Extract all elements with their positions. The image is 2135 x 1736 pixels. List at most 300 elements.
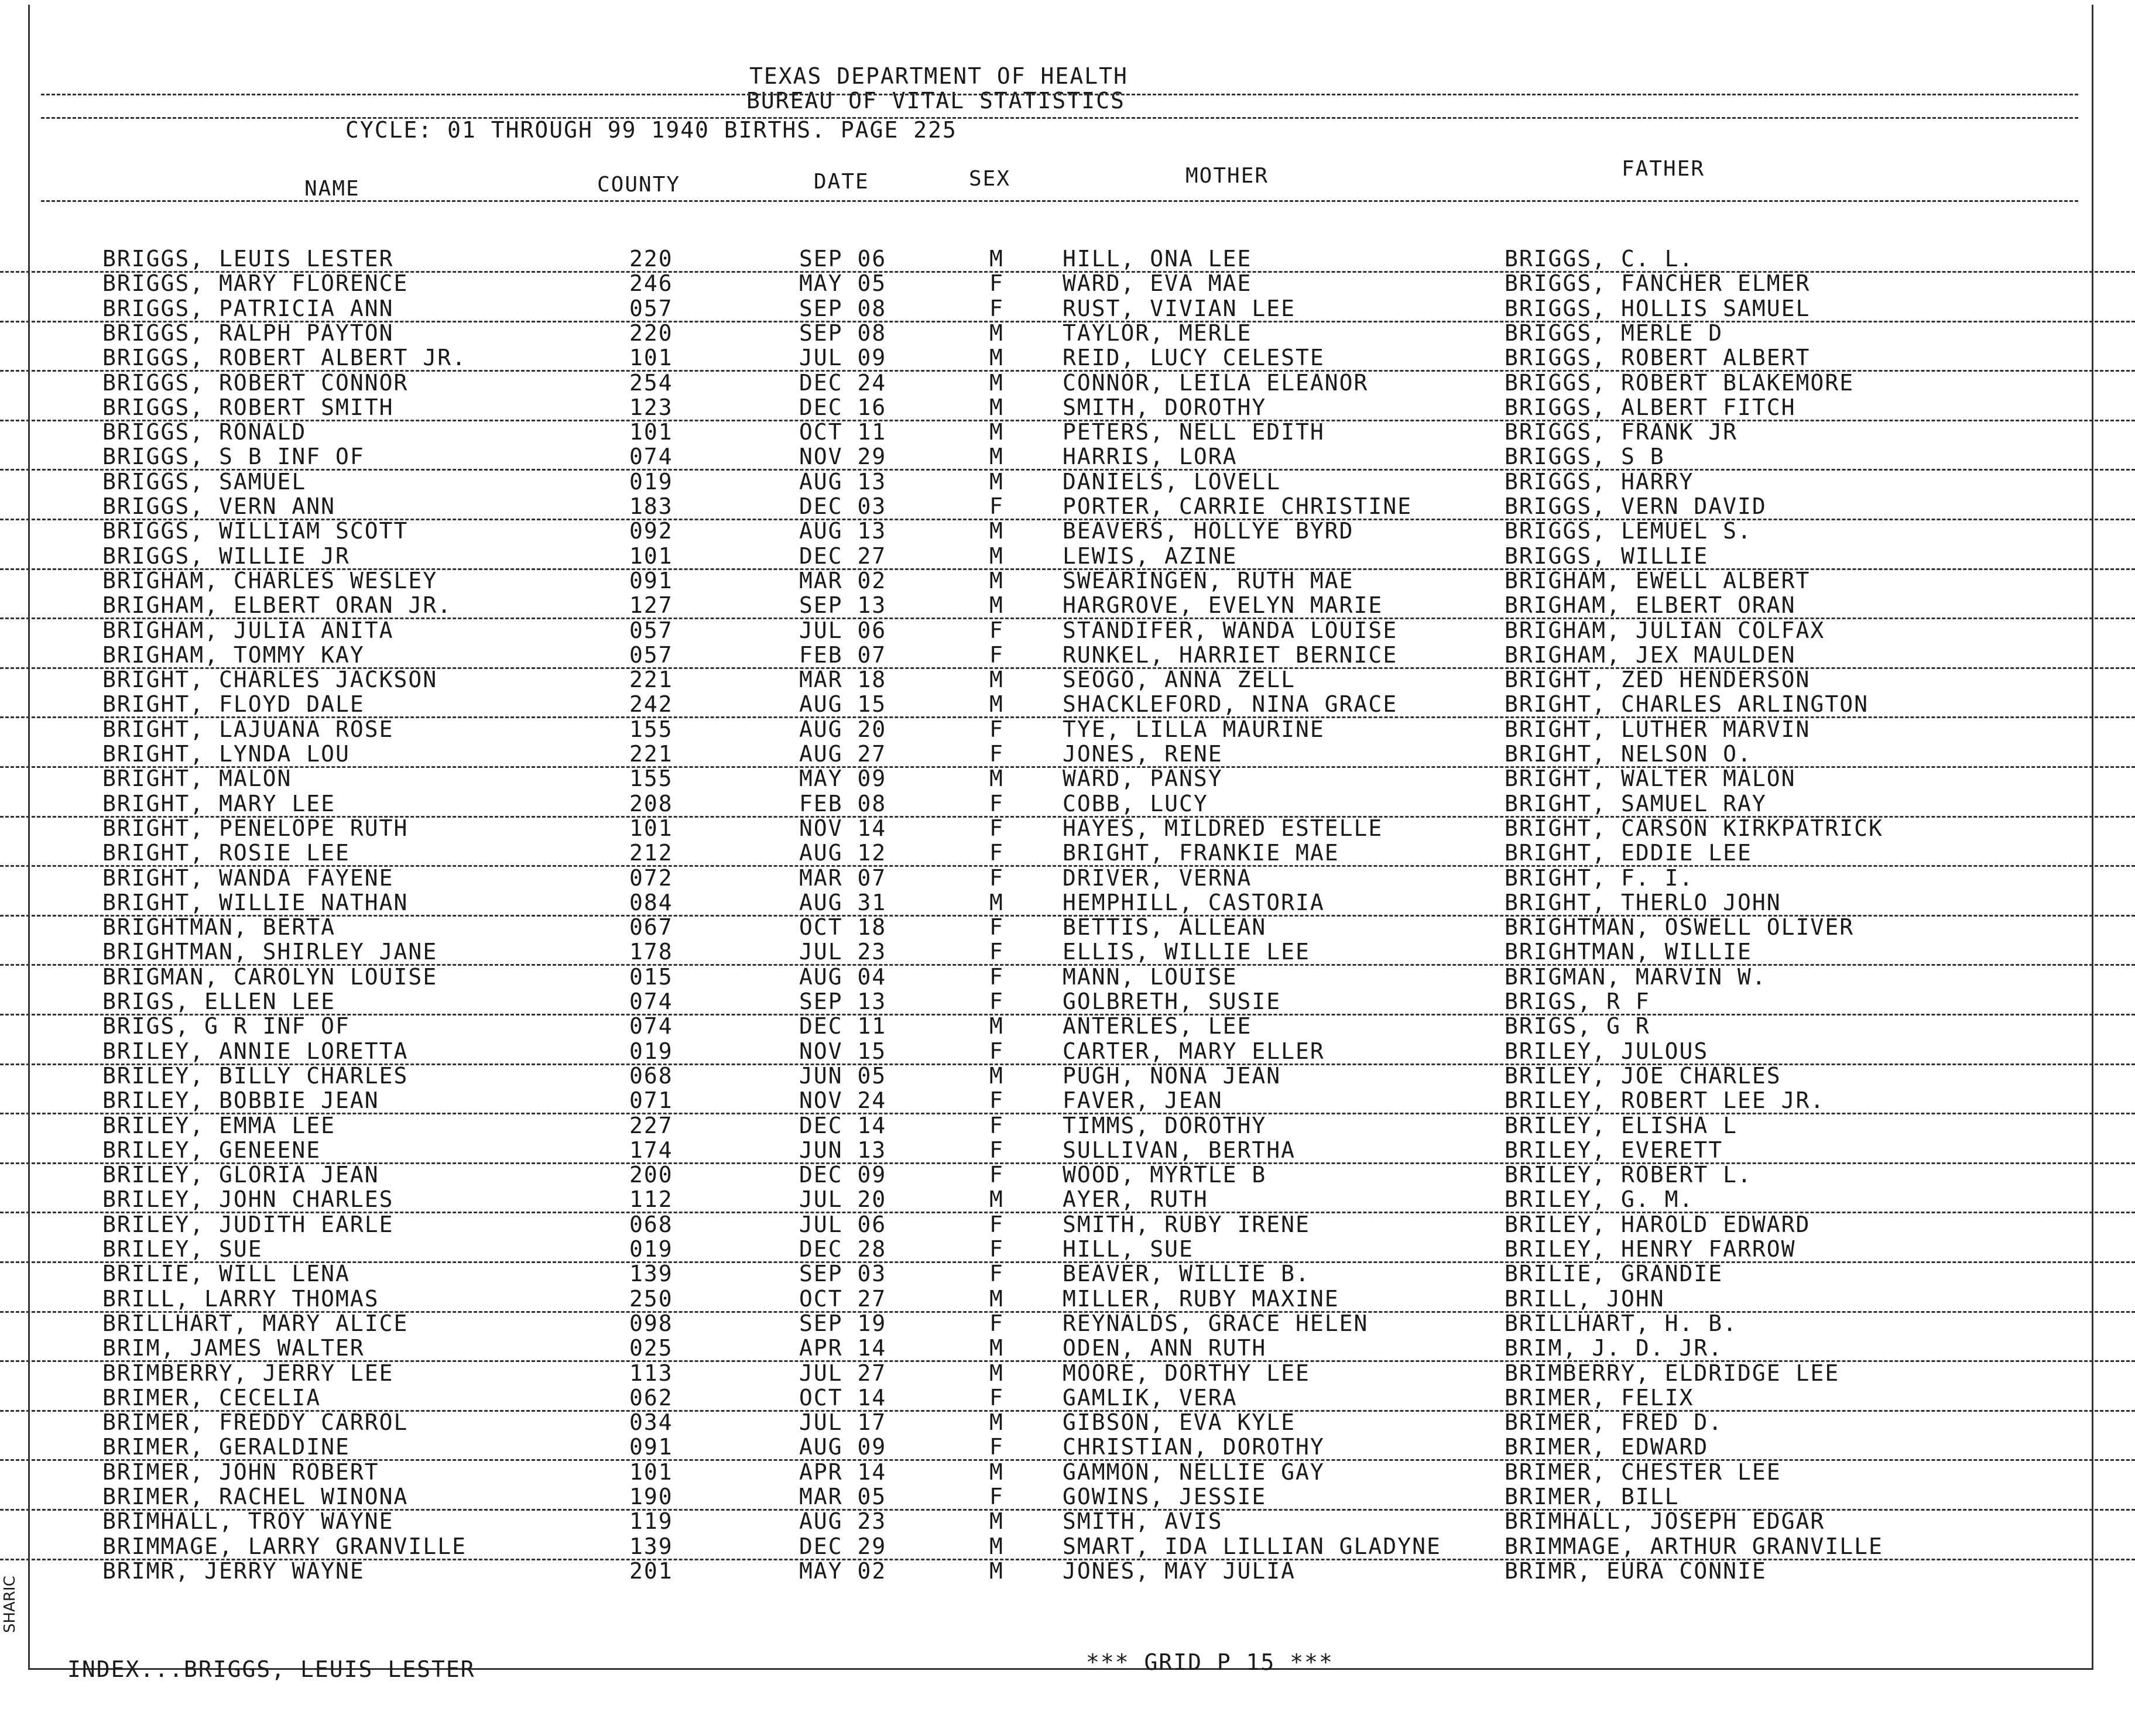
cell-father: BRIM, J. D. JR. [1505,1335,1723,1361]
cell-date: JUL 09 [799,345,887,371]
cell-father: BRIGHTMAN, OSWELL OLIVER [1505,914,1855,941]
table-row [0,592,2135,619]
cell-sex: M [989,444,1004,470]
table-row [0,840,2135,867]
cell-name: BRIGGS, ROBERT CONNOR [102,369,409,396]
cell-father: BRILLHART, H. B. [1505,1310,1738,1336]
table-row [0,791,2135,818]
cell-name: BRILEY, EMMA LEE [102,1112,336,1138]
table-row [0,939,2135,966]
cell-county: 221 [629,667,673,693]
cell-father: BRIMMAGE, ARTHUR GRANVILLE [1505,1533,1883,1559]
table-row [0,1434,2135,1461]
cell-county: 250 [629,1285,673,1312]
cell-father: BRIGHT, NELSON O. [1505,741,1752,767]
cell-sex: F [989,914,1004,941]
cell-county: 127 [629,592,673,619]
cell-county: 200 [629,1162,673,1188]
cell-mother: CHRISTIAN, DOROTHY [1063,1434,1325,1460]
cell-county: 112 [629,1186,673,1213]
cell-mother: REYNALDS, GRACE HELEN [1063,1310,1369,1336]
cell-father: BRIGMAN, MARVIN W. [1505,963,1767,990]
cell-mother: GOWINS, JESSIE [1063,1484,1267,1509]
cell-mother: DANIELS, LOVELL [1063,468,1281,495]
cell-sex: M [989,1360,1004,1386]
cell-county: 019 [629,1236,673,1262]
cell-date: DEC 16 [799,394,887,420]
cell-sex: F [989,939,1004,965]
cell-county: 071 [629,1087,673,1114]
cell-mother: JONES, MAY JULIA [1063,1557,1296,1584]
cell-county: 242 [629,691,673,718]
cell-sex: M [989,518,1004,544]
cell-name: BRILEY, ANNIE LORETTA [102,1038,409,1064]
cell-county: 101 [629,345,673,371]
cell-name: BRIMER, CECELIA [102,1384,321,1411]
cell-name: BRIGHT, MALON [102,766,292,792]
cell-date: JUL 06 [799,617,887,643]
cell-mother: BEAVER, WILLIE B. [1063,1261,1310,1287]
cell-name: BRIGHT, WANDA FAYENE [102,864,394,891]
cell-date: AUG 13 [799,518,887,544]
cell-father: BRIGHT, WALTER MALON [1505,766,1796,792]
cell-father: BRIMER, BILL [1505,1484,1680,1509]
cell-mother: SMITH, RUBY IRENE [1063,1211,1310,1237]
cell-father: BRIGHT, LUTHER MARVIN [1505,716,1811,742]
cell-mother: RUNKEL, HARRIET BERNICE [1063,641,1398,668]
cell-father: BRIMER, EDWARD [1505,1434,1709,1460]
cell-father: BRIGHAM, ELBERT ORAN [1505,592,1796,619]
table-row [0,1409,2135,1435]
cell-date: NOV 14 [799,815,887,841]
cell-sex: M [989,766,1004,792]
cell-father: BRIGGS, MERLE D [1505,320,1723,346]
cell-mother: SEOGO, ANNA ZELL [1063,667,1296,693]
cell-father: BRIGHT, EDDIE LEE [1505,840,1752,866]
cell-father: BRIGGS, WILLIE [1505,543,1709,569]
cell-date: OCT 11 [799,419,887,445]
cell-name: BRILEY, BILLY CHARLES [102,1062,409,1089]
cell-father: BRIGHT, SAMUEL RAY [1505,790,1767,816]
col-header-name: NAME [304,177,360,201]
table-row [0,518,2135,543]
cell-county: 139 [629,1261,673,1287]
cell-name: BRIGGS, MARY FLORENCE [102,270,409,297]
cell-mother: DRIVER, VERNA [1063,864,1252,891]
cell-sex: M [989,567,1004,593]
cell-sex: M [989,369,1004,396]
table-row [0,1212,2135,1237]
table-row [0,1038,2135,1065]
cell-father: BRIGS, R F [1505,989,1650,1014]
cell-county: 254 [629,369,673,396]
cell-county: 212 [629,840,673,866]
cell-name: BRIGGS, ROBERT SMITH [102,394,394,420]
cell-date: JUL 27 [799,1360,887,1386]
cell-county: 155 [629,766,673,792]
cell-mother: TIMMS, DOROTHY [1063,1112,1267,1138]
cell-mother: GIBSON, EVA KYLE [1063,1409,1296,1436]
cell-county: 015 [629,963,673,990]
cell-county: 101 [629,419,673,445]
cell-father: BRIGHT, CARSON KIRKPATRICK [1505,815,1883,841]
cell-father: BRIGS, G R [1505,1013,1650,1039]
cell-father: BRIGGS, LEMUEL S. [1505,518,1752,544]
cell-sex: M [989,667,1004,693]
cell-county: 139 [629,1533,673,1559]
cell-father: BRILEY, EVERETT [1505,1137,1723,1163]
cell-date: AUG 12 [799,840,887,866]
cell-name: BRIM, JAMES WALTER [102,1335,365,1361]
cell-county: 074 [629,989,673,1014]
cell-county: 074 [629,1013,673,1039]
cell-mother: TYE, LILLA MAURINE [1063,716,1325,742]
table-row [0,1360,2135,1385]
cell-name: BRIGHT, LYNDA LOU [102,741,350,767]
cell-county: 092 [629,518,673,544]
cell-county: 220 [629,246,673,272]
cell-county: 227 [629,1112,673,1138]
cell-father: BRIMR, EURA CONNIE [1505,1557,1767,1584]
cell-name: BRIGHT, FLOYD DALE [102,691,365,718]
cell-sex: F [989,741,1004,767]
cell-mother: PORTER, CARRIE CHRISTINE [1063,493,1413,519]
cell-name: BRIMMAGE, LARRY GRANVILLE [102,1533,467,1559]
cell-father: BRIGHT, THERLO JOHN [1505,889,1781,915]
table-row [0,716,2135,742]
cell-date: AUG 20 [799,716,887,742]
table-row [0,568,2135,593]
cell-date: DEC 29 [799,1533,887,1559]
cell-mother: SULLIVAN, BERTHA [1063,1137,1296,1163]
cell-sex: F [989,1038,1004,1064]
column-header-rule [41,200,2078,202]
cell-county: 101 [629,1459,673,1485]
cell-sex: M [989,1285,1004,1312]
cell-mother: STANDIFER, WANDA LOUISE [1063,617,1398,643]
cell-sex: F [989,1484,1004,1509]
cell-county: 221 [629,741,673,767]
cell-date: NOV 15 [799,1038,887,1064]
cell-name: BRIGGS, RALPH PAYTON [102,320,394,346]
cell-mother: REID, LUCY CELESTE [1063,345,1325,371]
cell-name: BRIGGS, ROBERT ALBERT JR. [102,345,467,371]
table-row [0,1558,2135,1583]
cell-mother: AYER, RUTH [1063,1186,1208,1213]
cell-name: BRIGGS, LEUIS LESTER [102,246,394,272]
cell-father: BRIGHTMAN, WILLIE [1505,939,1752,965]
cell-mother: SMART, IDA LILLIAN GLADYNE [1063,1533,1441,1559]
cell-sex: F [989,617,1004,643]
table-row [0,1137,2135,1164]
cell-county: 034 [629,1409,673,1436]
table-row [0,345,2135,372]
cell-father: BRIMHALL, JOSEPH EDGAR [1505,1508,1825,1535]
cell-name: BRILEY, BOBBIE JEAN [102,1087,379,1114]
cell-name: BRIGHT, WILLIE NATHAN [102,889,409,915]
cell-county: 025 [629,1335,673,1361]
table-row [0,890,2135,917]
table-row [0,444,2135,471]
cell-date: AUG 04 [799,963,887,990]
cell-date: DEC 27 [799,543,887,569]
cell-sex: M [989,592,1004,619]
cell-name: BRILLHART, MARY ALICE [102,1310,409,1336]
cell-date: AUG 31 [799,889,887,915]
cell-county: 084 [629,889,673,915]
cell-father: BRILEY, HENRY FARROW [1505,1236,1796,1262]
table-row [0,667,2135,692]
table-row [0,1013,2135,1038]
cell-date: AUG 09 [799,1434,887,1460]
header-bureau: BUREAU OF VITAL STATISTICS [746,88,1125,114]
cell-mother: BRIGHT, FRANKIE MAE [1063,840,1339,866]
cell-sex: F [989,1211,1004,1237]
table-row [0,469,2135,494]
cell-county: 123 [629,394,673,420]
cell-father: BRILEY, ROBERT LEE JR. [1505,1087,1825,1114]
cell-date: JUL 06 [799,1211,887,1237]
cell-name: BRIGHT, MARY LEE [102,790,336,816]
table-row [0,1063,2135,1088]
cell-father: BRIGGS, FRANK JR [1505,419,1738,445]
cell-county: 091 [629,567,673,593]
footer-grid: *** GRID P 15 *** [1086,1649,1334,1675]
cell-mother: HAYES, MILDRED ESTELLE [1063,815,1383,841]
cell-sex: F [989,1162,1004,1188]
cell-date: DEC 11 [799,1013,887,1039]
cell-name: BRIMBERRY, JERRY LEE [102,1360,394,1386]
cell-sex: F [989,1112,1004,1138]
cell-name: BRIGHAM, TOMMY KAY [102,641,365,668]
cell-mother: CARTER, MARY ELLER [1063,1038,1325,1064]
cell-name: BRIGGS, RONALD [102,419,307,445]
cell-date: AUG 15 [799,691,887,718]
table-row [0,296,2135,323]
cell-sex: M [989,1013,1004,1039]
table-row [0,617,2135,643]
cell-date: AUG 27 [799,741,887,767]
col-header-date: DATE [814,170,869,194]
cell-date: MAY 02 [799,1557,887,1584]
cell-father: BRIGGS, VERN DAVID [1505,493,1767,519]
table-row [0,1236,2135,1263]
cell-father: BRILEY, HAROLD EDWARD [1505,1211,1811,1237]
cell-sex: F [989,840,1004,866]
cell-mother: JONES, RENE [1063,741,1223,767]
cell-sex: F [989,493,1004,519]
cell-county: 178 [629,939,673,965]
cell-sex: F [989,716,1004,742]
cell-date: SEP 03 [799,1261,887,1287]
table-row [0,493,2135,520]
cell-name: BRIMER, GERALDINE [102,1434,350,1460]
cell-name: BRIGS, G R INF OF [102,1013,350,1039]
cell-father: BRIMER, FELIX [1505,1384,1694,1411]
cell-sex: F [989,1261,1004,1287]
table-row [0,1484,2135,1511]
cell-date: DEC 03 [799,493,887,519]
cell-father: BRIGGS, HARRY [1505,468,1694,495]
cell-county: 113 [629,1360,673,1386]
cell-sex: F [989,1434,1004,1460]
cell-sex: M [989,1533,1004,1559]
table-row [0,1113,2135,1138]
cell-name: BRIGHT, ROSIE LEE [102,840,350,866]
cell-county: 155 [629,716,673,742]
cell-sex: M [989,1459,1004,1485]
cell-date: DEC 09 [799,1162,887,1188]
cell-mother: WOOD, MYRTLE B [1063,1162,1267,1188]
cell-mother: BETTIS, ALLEAN [1063,914,1267,941]
cell-county: 183 [629,493,673,519]
cell-county: 098 [629,1310,673,1336]
cell-mother: GAMLIK, VERA [1063,1384,1238,1411]
cell-father: BRILEY, JOE CHARLES [1505,1062,1781,1089]
cell-name: BRIGHAM, ELBERT ORAN JR. [102,592,453,619]
cell-name: BRIGHTMAN, SHIRLEY JANE [102,939,438,965]
cell-date: DEC 24 [799,369,887,396]
cell-sex: F [989,790,1004,816]
table-row [0,1261,2135,1286]
cell-father: BRIGHT, F. I. [1505,864,1694,891]
col-header-father: FATHER [1622,157,1705,181]
table-row [0,766,2135,791]
cell-date: SEP 08 [799,295,887,321]
cell-mother: HILL, SUE [1063,1236,1194,1262]
cell-father: BRIGHAM, EWELL ALBERT [1505,567,1811,593]
table-row [0,394,2135,421]
cell-mother: PETERS, NELL EDITH [1063,419,1325,445]
cell-mother: ODEN, ANN RUTH [1063,1335,1267,1361]
cell-mother: PUGH, NONA JEAN [1063,1062,1281,1089]
table-row [0,914,2135,939]
cell-name: BRIGGS, WILLIAM SCOTT [102,518,409,544]
cell-county: 067 [629,914,673,941]
cell-date: NOV 29 [799,444,887,470]
cell-sex: M [989,1409,1004,1436]
cell-name: BRIGHT, CHARLES JACKSON [102,667,438,693]
cell-date: MAY 09 [799,766,887,792]
cell-name: BRIGHT, PENELOPE RUTH [102,815,409,841]
cell-county: 119 [629,1508,673,1535]
table-row [0,543,2135,570]
cell-county: 208 [629,790,673,816]
table-row [0,691,2135,718]
cell-mother: HILL, ONA LEE [1063,246,1252,272]
table-row [0,1335,2135,1362]
cell-mother: SHACKLEFORD, NINA GRACE [1063,691,1398,718]
cell-name: BRIGGS, PATRICIA ANN [102,295,394,321]
cell-county: 101 [629,543,673,569]
cell-sex: F [989,963,1004,990]
cell-county: 074 [629,444,673,470]
cell-sex: F [989,641,1004,668]
cell-father: BRIMER, FRED D. [1505,1409,1723,1436]
cell-father: BRIGGS, ROBERT BLAKEMORE [1505,369,1855,396]
cell-mother: SMITH, DOROTHY [1063,394,1267,420]
cell-mother: SMITH, AVIS [1063,1508,1223,1535]
cell-sex: M [989,246,1004,272]
cell-father: BRIGGS, C. L. [1505,246,1694,272]
cell-mother: ANTERLES, LEE [1063,1013,1252,1039]
cell-county: 057 [629,641,673,668]
cell-name: BRIMR, JERRY WAYNE [102,1557,365,1584]
cell-father: BRILEY, ROBERT L. [1505,1162,1752,1188]
table-row [0,815,2135,840]
cell-mother: HARRIS, LORA [1063,444,1238,470]
table-row [0,370,2135,395]
cell-county: 190 [629,1484,673,1509]
cell-sex: F [989,295,1004,321]
cell-sex: F [989,989,1004,1014]
table-row [0,1310,2135,1336]
cell-date: OCT 18 [799,914,887,941]
cell-county: 174 [629,1137,673,1163]
cell-sex: M [989,543,1004,569]
cell-name: BRILEY, JOHN CHARLES [102,1186,394,1213]
cell-mother: HARGROVE, EVELYN MARIE [1063,592,1383,619]
cell-name: BRIGS, ELLEN LEE [102,989,336,1014]
cell-sex: M [989,1508,1004,1535]
table-row [0,1162,2135,1187]
cell-date: OCT 14 [799,1384,887,1411]
table-row [0,1186,2135,1213]
cell-father: BRIGGS, ALBERT FITCH [1505,394,1796,420]
cell-mother: RUST, VIVIAN LEE [1063,295,1296,321]
cell-mother: SWEARINGEN, RUTH MAE [1063,567,1354,593]
cell-date: JUN 05 [799,1062,887,1089]
cell-mother: MANN, LOUISE [1063,963,1238,990]
cell-name: BRIMER, RACHEL WINONA [102,1484,409,1509]
table-row [0,270,2135,296]
cell-father: BRIGGS, FANCHER ELMER [1505,270,1811,297]
side-tag: SHARIC [1,1576,19,1633]
cell-county: 019 [629,1038,673,1064]
cell-date: OCT 27 [799,1285,887,1312]
cell-name: BRIMER, FREDDY CARROL [102,1409,409,1436]
cell-father: BRIGGS, ROBERT ALBERT [1505,345,1811,371]
cell-date: SEP 13 [799,592,887,619]
cell-county: 246 [629,270,673,297]
cell-date: MAR 05 [799,1484,887,1509]
table-row [0,989,2135,1015]
cell-father: BRIGHAM, JULIAN COLFAX [1505,617,1825,643]
cell-sex: M [989,889,1004,915]
cell-county: 019 [629,468,673,495]
cell-name: BRIMHALL, TROY WAYNE [102,1508,394,1535]
table-row [0,964,2135,989]
header-rule [41,94,2078,95]
col-header-mother: MOTHER [1185,164,1269,188]
cell-mother: LEWIS, AZINE [1063,543,1238,569]
cell-sex: M [989,1557,1004,1584]
cell-date: SEP 19 [799,1310,887,1336]
cell-name: BRIGHTMAN, BERTA [102,914,336,941]
cell-date: SEP 06 [799,246,887,272]
cell-mother: TAYLOR, MERLE [1063,320,1252,346]
cell-mother: BEAVERS, HOLLYE BYRD [1063,518,1354,544]
cell-date: MAR 07 [799,864,887,891]
cell-father: BRIGHAM, JEX MAULDEN [1505,641,1796,668]
cell-county: 068 [629,1062,673,1089]
col-header-sex: SEX [969,167,1011,191]
cell-mother: WARD, PANSY [1063,766,1223,792]
cell-mother: COBB, LUCY [1063,790,1208,816]
cell-name: BRILIE, WILL LENA [102,1261,350,1287]
cell-date: DEC 14 [799,1112,887,1138]
cell-county: 062 [629,1384,673,1411]
